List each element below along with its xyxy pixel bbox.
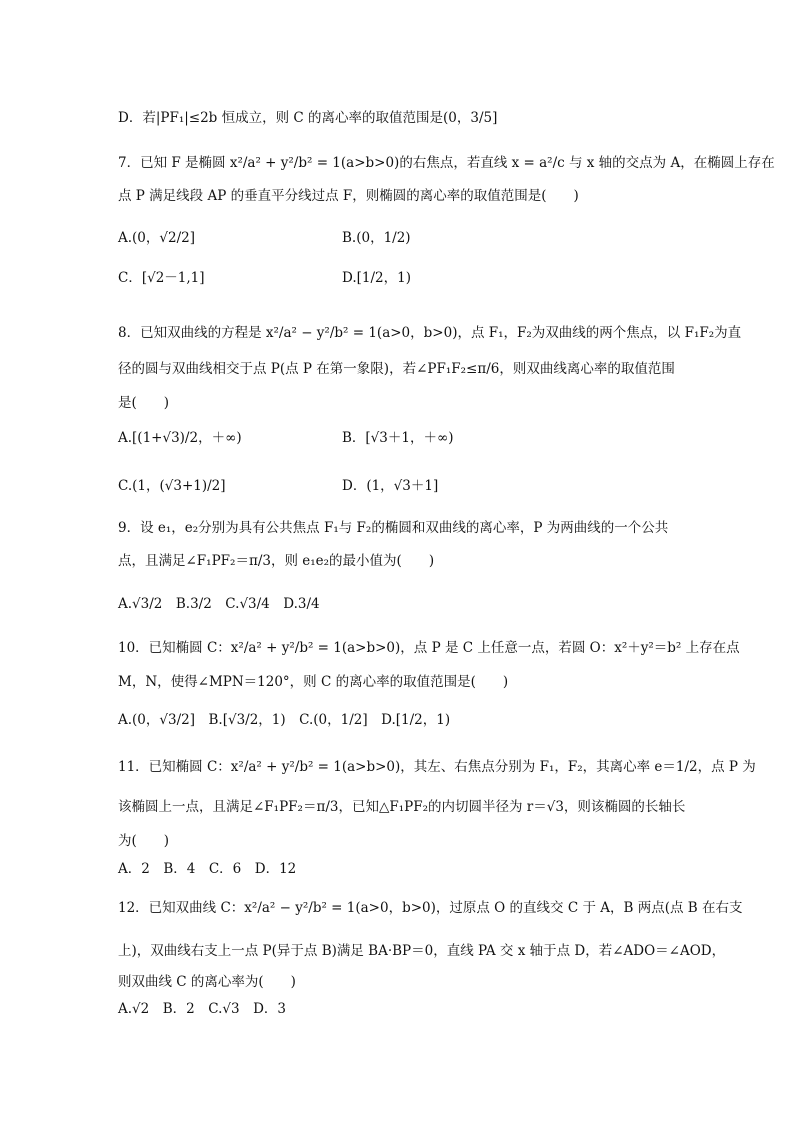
q8-option-a: A.[(1+√3)/2，＋∞) (118, 430, 242, 446)
q10-stem-line-1: 10．已知椭圆 C：x²/a² + y²/b² = 1(a>b>0)，点 P 是 C 上任意一点，若圆 O：x²＋y²＝b² 上存在点 (118, 640, 740, 656)
q8-stem-line-1: 8．已知双曲线的方程是 x²/a² − y²/b² = 1(a>0，b>0)，点 F₁，F₂为双曲线的两个焦点，以 F₁F₂为直 (118, 325, 742, 341)
q10-options: A.(0，√3/2] B.[√3/2，1) C.(0，1/2] D.[1/2，1) (118, 712, 451, 728)
q8-option-b: B．[√3＋1，＋∞) (342, 430, 454, 446)
q8-option-d: D．(1，√3＋1] (342, 478, 439, 494)
q8-stem-line-3: 是( ) (118, 395, 170, 411)
q7-option-a: A.(0，√2/2] (118, 230, 195, 246)
q9-stem-line-1: 9．设 e₁，e₂分别为具有公共焦点 F₁与 F₂的椭圆和双曲线的离心率，P 为两曲线的一个公共 (118, 520, 669, 536)
q10-stem-line-2: M，N，使得∠MPN＝120°，则 C 的离心率的取值范围是( ) (118, 674, 509, 690)
q6-option-d: D．若|PF₁|≤2b 恒成立，则 C 的离心率的取值范围是(0，3/5] (118, 110, 498, 126)
q7-option-d: D.[1/2，1) (342, 270, 411, 286)
q11-stem-line-1: 11．已知椭圆 C：x²/a² + y²/b² = 1(a>b>0)，其左、右焦点分别为 F₁，F₂，其离心率 e＝1/2，点 P 为 (118, 759, 756, 775)
q7-stem-line-1: 7．已知 F 是椭圆 x²/a² + y²/b² = 1(a>b>0)的右焦点，若直线 x = a²/c 与 x 轴的交点为 A，在椭圆上存在 (118, 155, 775, 171)
q9-stem-line-2: 点，且满足∠F₁PF₂＝π/3，则 e₁e₂的最小值为( ) (118, 553, 435, 569)
q12-stem-line-1: 12．已知双曲线 C：x²/a² − y²/b² = 1(a>0，b>0)，过原点 O 的直线交 C 于 A，B 两点(点 B 在右支 (118, 900, 743, 916)
q12-stem-line-3: 则双曲线 C 的离心率为( ) (118, 974, 296, 990)
q7-stem-line-2: 点 P 满足线段 AP 的垂直平分线过点 F，则椭圆的离心率的取值范围是( ) (118, 188, 579, 204)
q7-option-c: C．[√2－1,1] (118, 270, 205, 286)
q12-stem-line-2: 上)，双曲线右支上一点 P(异于点 B)满足 BA·BP＝0，直线 PA 交 x 轴于点 D，若∠ADO＝∠AOD， (118, 943, 726, 959)
q11-options: A．2 B．4 C．6 D．12 (118, 861, 297, 877)
q8-stem-line-2: 径的圆与双曲线相交于点 P(点 P 在第一象限)，若∠PF₁F₂≤π/6，则双曲线离心率的取值范围 (118, 361, 675, 377)
q12-options: A.√2 B．2 C.√3 D．3 (118, 1001, 286, 1017)
q11-stem-line-3: 为( ) (118, 833, 170, 849)
q8-option-c: C.(1，(√3+1)/2] (118, 478, 226, 494)
q7-option-b: B.(0，1/2) (342, 230, 411, 246)
q11-stem-line-2: 该椭圆上一点，且满足∠F₁PF₂＝π/3，已知△F₁PF₂的内切圆半径为 r＝√3，则该椭圆的长轴长 (118, 799, 686, 815)
q9-options: A.√3/2 B.3/2 C.√3/4 D.3/4 (118, 596, 320, 612)
